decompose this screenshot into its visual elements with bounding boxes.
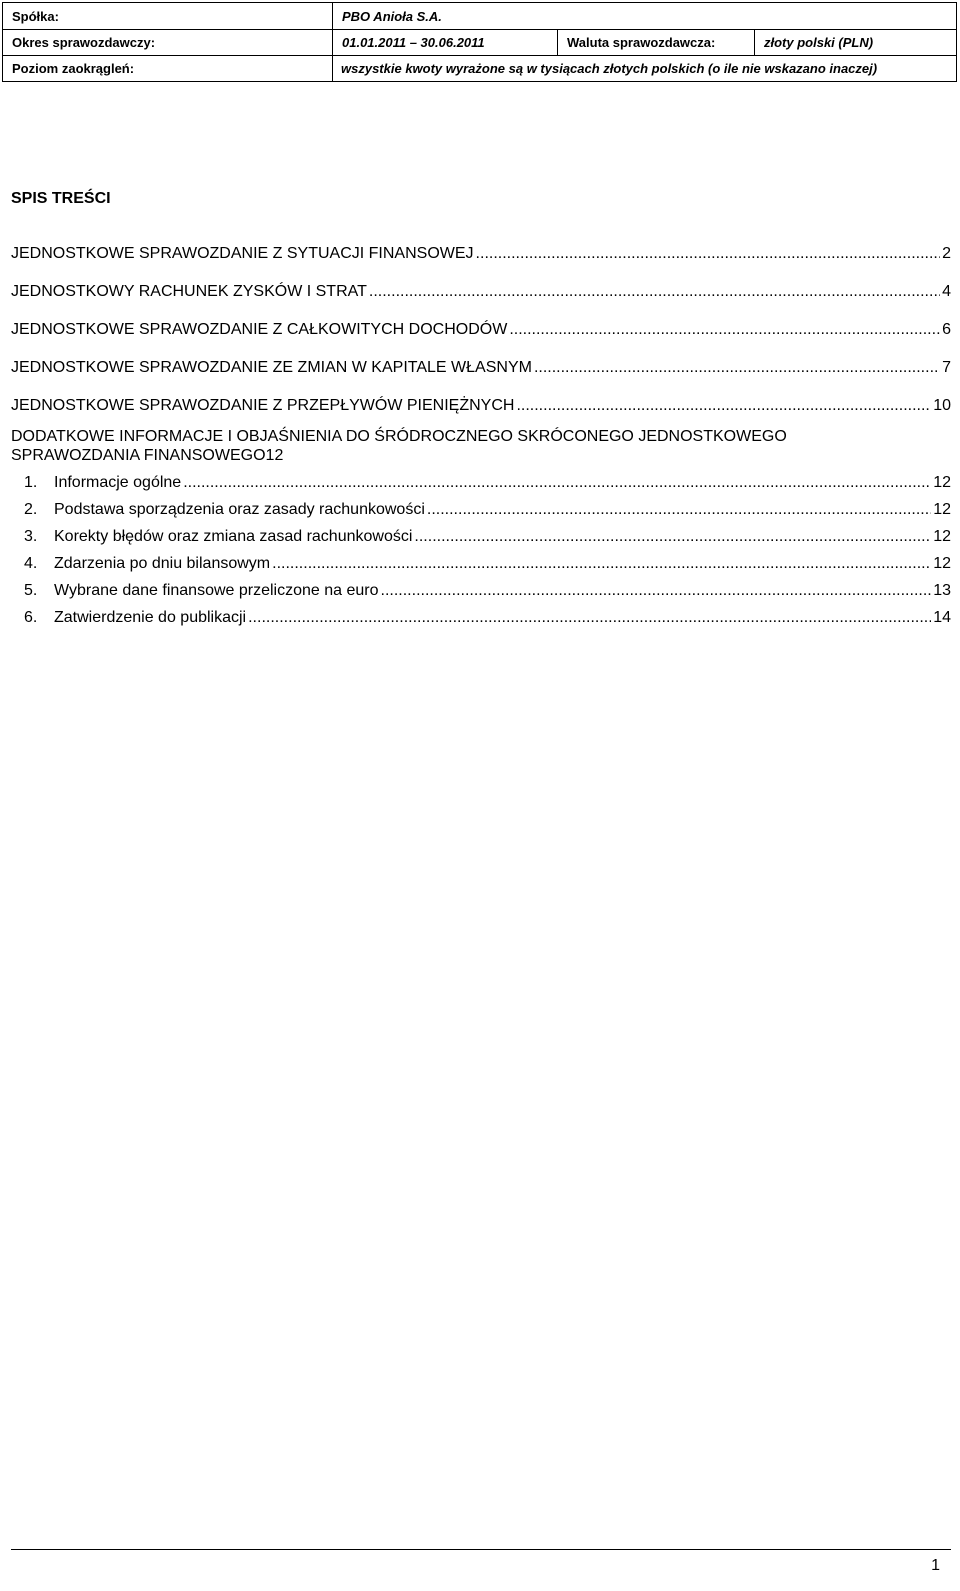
toc-entry-text: JEDNOSTKOWE SPRAWOZDANIE Z SYTUACJI FINANSOWEJ	[11, 245, 474, 262]
toc-leader-dots	[516, 396, 931, 415]
footer-divider	[11, 1549, 951, 1550]
toc-entry-page: 12	[265, 447, 284, 464]
toc-sub-entry-page: 12	[933, 528, 951, 545]
toc-leader-dots	[509, 320, 940, 339]
toc-sub-entry-page: 13	[933, 582, 951, 599]
rounding-value: wszystkie kwoty wyrażone są w tysiącach złotych polskich (o ile nie wskazano inaczej)	[341, 61, 878, 76]
toc-title: SPIS TREŚCI	[11, 190, 111, 207]
toc-sub-entry-page: 12	[933, 501, 951, 518]
toc-leader-dots	[369, 282, 940, 301]
toc-sub-entry-page: 14	[933, 609, 951, 626]
toc-entry-page: 6	[942, 321, 951, 338]
toc-sub-entry-number: 1.	[24, 474, 38, 491]
header-row-company	[3, 3, 956, 29]
toc-sub-entry-number: 4.	[24, 555, 38, 572]
toc-sub-entry-number: 3.	[24, 528, 38, 545]
toc-leader-dots	[476, 244, 941, 263]
toc-sub-entry-text: Zdarzenia po dniu bilansowym	[54, 555, 271, 572]
toc-sub-entry[interactable]	[11, 581, 951, 608]
toc-entry-multiline[interactable]	[11, 427, 951, 473]
toc-entry-text: JEDNOSTKOWE SPRAWOZDANIE Z PRZEPŁYWÓW PIENIĘŻNYCH	[11, 397, 515, 414]
toc-entry-page: 2	[942, 245, 951, 262]
toc-entry-text: JEDNOSTKOWE SPRAWOZDANIE Z CAŁKOWITYCH DOCHODÓW	[11, 321, 508, 338]
company-label: Spółka:	[3, 3, 333, 29]
toc-sub-entry-number: 5.	[24, 582, 38, 599]
currency-label: Waluta sprawozdawcza:	[558, 30, 755, 55]
toc-entry-page: 4	[942, 283, 951, 300]
company-value: PBO Anioła S.A.	[342, 8, 442, 24]
toc-leader-dots	[414, 527, 931, 546]
toc-leader-dots	[381, 581, 932, 600]
toc-sub-entry[interactable]	[11, 608, 951, 635]
toc-sub-entry-text: Podstawa sporządzenia oraz zasady rachunkowości	[54, 501, 425, 518]
currency-value: złoty polski (PLN)	[764, 35, 874, 50]
toc-entry-text-line1: DODATKOWE INFORMACJE I OBJAŚNIENIA DO ŚRÓDROCZNEGO SKRÓCONEGO JEDNOSTKOWEGO	[11, 428, 787, 445]
toc-entry-page: 7	[942, 359, 951, 376]
toc-leader-dots	[183, 473, 931, 492]
toc-sub-entry[interactable]	[11, 473, 951, 500]
toc-entry[interactable]	[11, 320, 951, 358]
toc-sub-entry-text: Zatwierdzenie do publikacji	[54, 609, 247, 626]
toc-entry-page: 10	[933, 397, 951, 414]
period-value: 01.01.2011 – 30.06.2011	[333, 30, 558, 55]
toc-leader-dots	[427, 500, 931, 519]
toc-entry[interactable]	[11, 396, 951, 427]
header-row-period	[3, 29, 956, 55]
toc-entry[interactable]	[11, 358, 951, 396]
table-of-contents	[11, 244, 951, 635]
period-label: Okres sprawozdawczy:	[3, 30, 333, 55]
toc-sub-entry[interactable]	[11, 554, 951, 581]
document-header-table	[2, 2, 957, 82]
toc-entry-text: JEDNOSTKOWY RACHUNEK ZYSKÓW I STRAT	[11, 283, 367, 300]
toc-entry[interactable]	[11, 282, 951, 320]
toc-sub-entry-text: Korekty błędów oraz zmiana zasad rachunkowości	[54, 528, 413, 545]
toc-entry-line2	[11, 446, 951, 465]
toc-leader-dots	[534, 358, 940, 377]
toc-leader-dots	[272, 554, 931, 573]
toc-sub-entry-page: 12	[933, 555, 951, 572]
toc-sub-entry-text: Wybrane dane finansowe przeliczone na euro	[54, 582, 379, 599]
header-row-rounding	[3, 55, 956, 81]
toc-entry-text-line2: SPRAWOZDANIA FINANSOWEGO	[11, 447, 266, 464]
toc-leader-dots	[248, 608, 931, 627]
toc-sub-entry-number: 2.	[24, 501, 38, 518]
toc-entry[interactable]	[11, 244, 951, 282]
page-number: 1	[931, 1557, 940, 1574]
toc-sub-entry[interactable]	[11, 500, 951, 527]
toc-sub-entry-number: 6.	[24, 609, 38, 626]
rounding-label: Poziom zaokrągleń:	[3, 56, 333, 81]
toc-entry-text: JEDNOSTKOWE SPRAWOZDANIE ZE ZMIAN W KAPITALE WŁASNYM	[11, 359, 532, 376]
toc-sub-entry-text: Informacje ogólne	[54, 474, 182, 491]
toc-sub-entry[interactable]	[11, 527, 951, 554]
toc-sub-entry-page: 12	[933, 474, 951, 491]
